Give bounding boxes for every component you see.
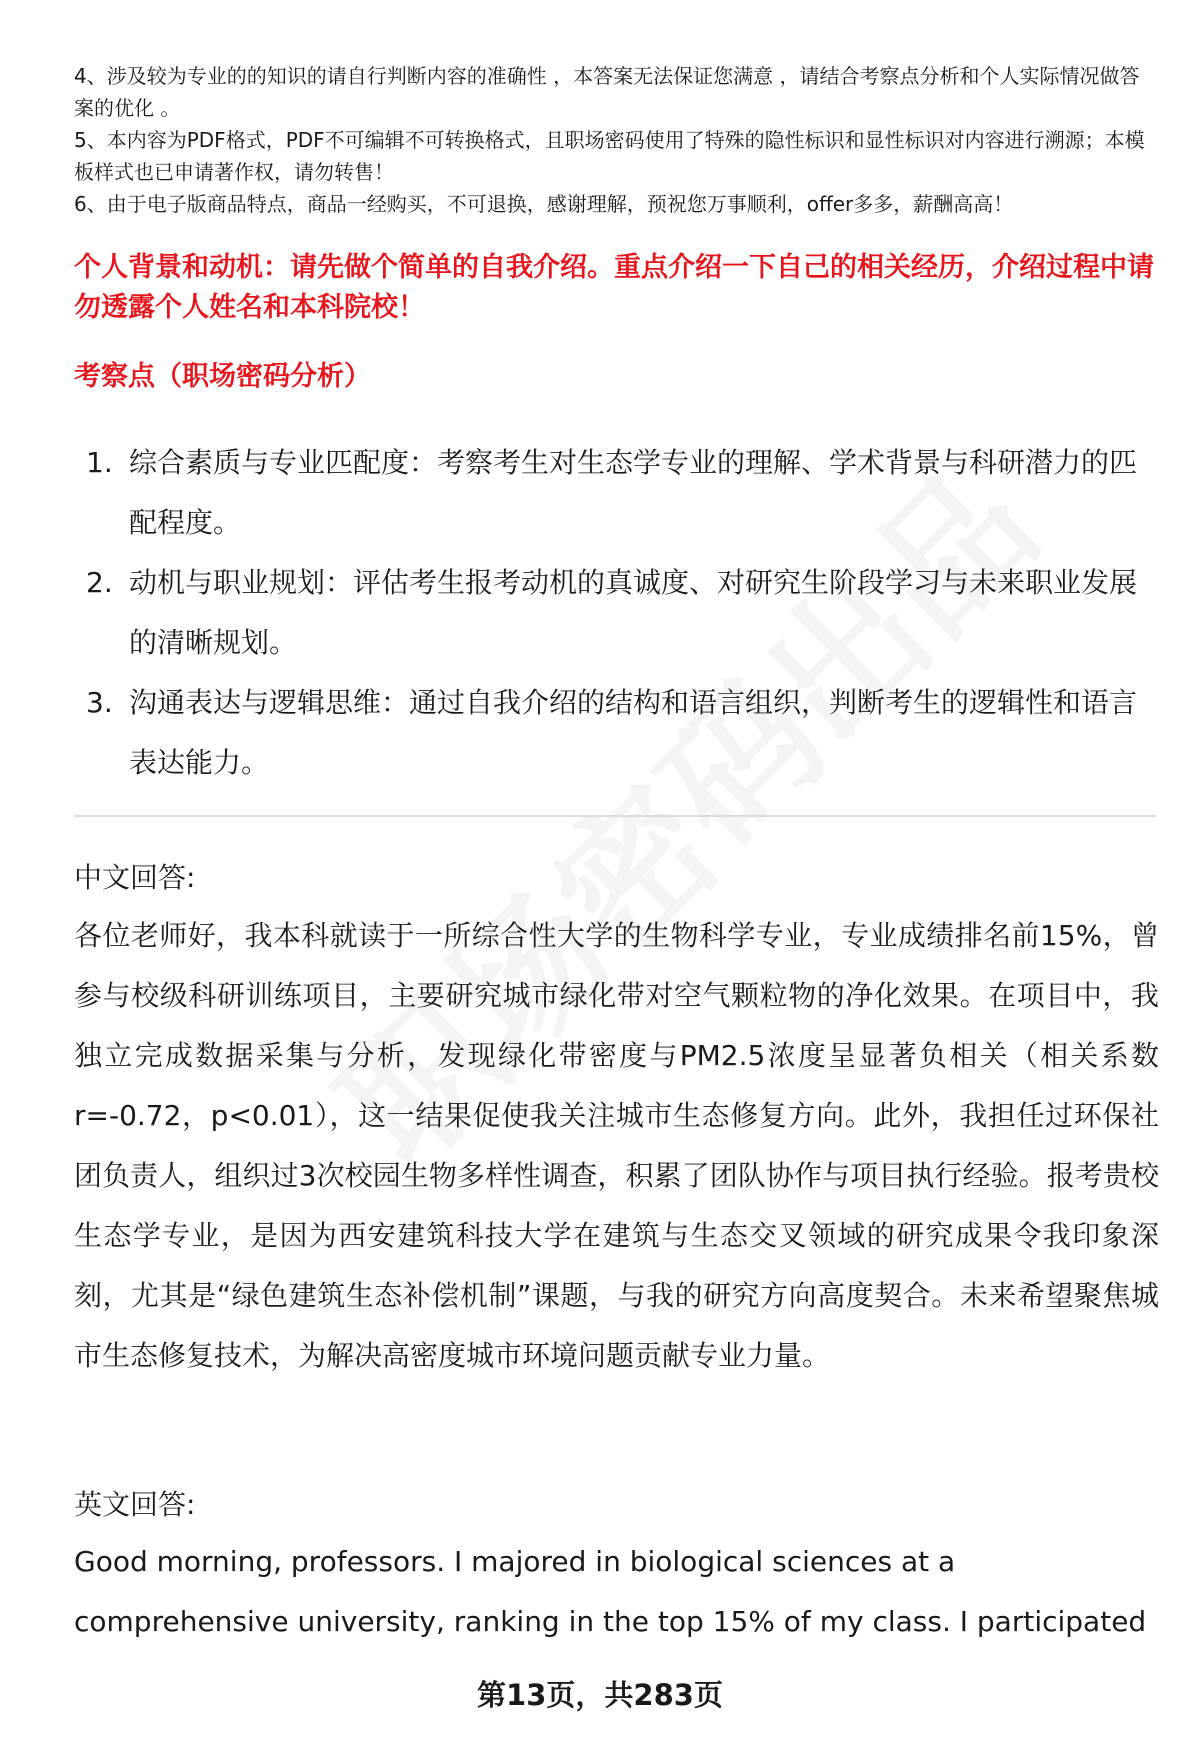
note-item: 4、涉及较为专业的的知识的请自行判断内容的准确性 ，本答案无法保证您满意 ，请结合考察点分析和个人实际情况做答案的优化 。 xyxy=(74,64,1140,120)
answer-cn-label: 中文回答: xyxy=(74,861,196,894)
note-item: 5、本内容为PDF格式，PDF不可编辑不可转换格式，且职场密码使用了特殊的隐性标识和显性标识对内容进行溯源；本模板样式也已申请著作权，请勿转售！ xyxy=(74,128,1145,184)
point-item xyxy=(74,433,1154,553)
point-item xyxy=(74,673,1154,793)
notes-block xyxy=(74,60,1154,220)
question-prompt: 个人背景和动机：请先做个简单的自我介绍。重点介绍一下自己的相关经历，介绍过程中请勿透露个人姓名和本科院校！ xyxy=(74,252,1154,323)
point-text: 动机与职业规划：评估考生报考动机的真诚度、对研究生阶段学习与未来职业发展的清晰规划。 xyxy=(129,566,1138,659)
points-list xyxy=(74,433,1154,793)
section-divider xyxy=(74,815,1156,817)
page-footer: 第13页，共283页 xyxy=(477,1678,723,1712)
answer-cn-text: 各位老师好，我本科就读于一所综合性大学的生物科学专业，专业成绩排名前15%，曾参与校级科研训练项目，主要研究城市绿化带对空气颗粒物的净化效果。在项目中，我独立完成数据采集与分析，发现绿化带密度与PM2.5浓度呈显著负相关（相关系数r=-0.72，p<0.01），这一结果促使我关注城市生态修复方向。此外，我担任过环保社团负责人，组织过3次校园生物多样性调查，积累了团队协作与项目执行经验。报考贵校生态学专业，是因为西安建筑科技大学在建筑与生态交叉领域的研究成果令我印象深刻，尤其是“绿色建筑生态补偿机制”课题，与我的研究方向高度契合。未来希望聚焦城市生态修复技术，为解决高密度城市环境问题贡献专业力量。 xyxy=(74,919,1159,1372)
answer-en-label: 英文回答: xyxy=(74,1488,196,1521)
answer-en-text: Good morning, professors. I majored in biological sciences at a comprehensive university, ranking in the top 15% of my class. I participated xyxy=(74,1545,1147,1638)
point-text: 沟通表达与逻辑思维：通过自我介绍的结构和语言组织，判断考生的逻辑性和语言表达能力。 xyxy=(129,686,1138,779)
point-number: 2. xyxy=(86,566,113,599)
point-number: 1. xyxy=(86,446,113,479)
points-title: 考察点（职场密码分析） xyxy=(74,361,371,392)
note-item: 6、由于电子版商品特点，商品一经购买，不可退换，感谢理解，预祝您万事顺利，offer多多，薪酬高高！ xyxy=(74,192,1014,216)
point-number: 3. xyxy=(86,686,113,719)
point-text: 综合素质与专业匹配度：考察考生对生态学专业的理解、学术背景与科研潜力的匹配程度。 xyxy=(129,446,1138,539)
point-item xyxy=(74,553,1154,673)
